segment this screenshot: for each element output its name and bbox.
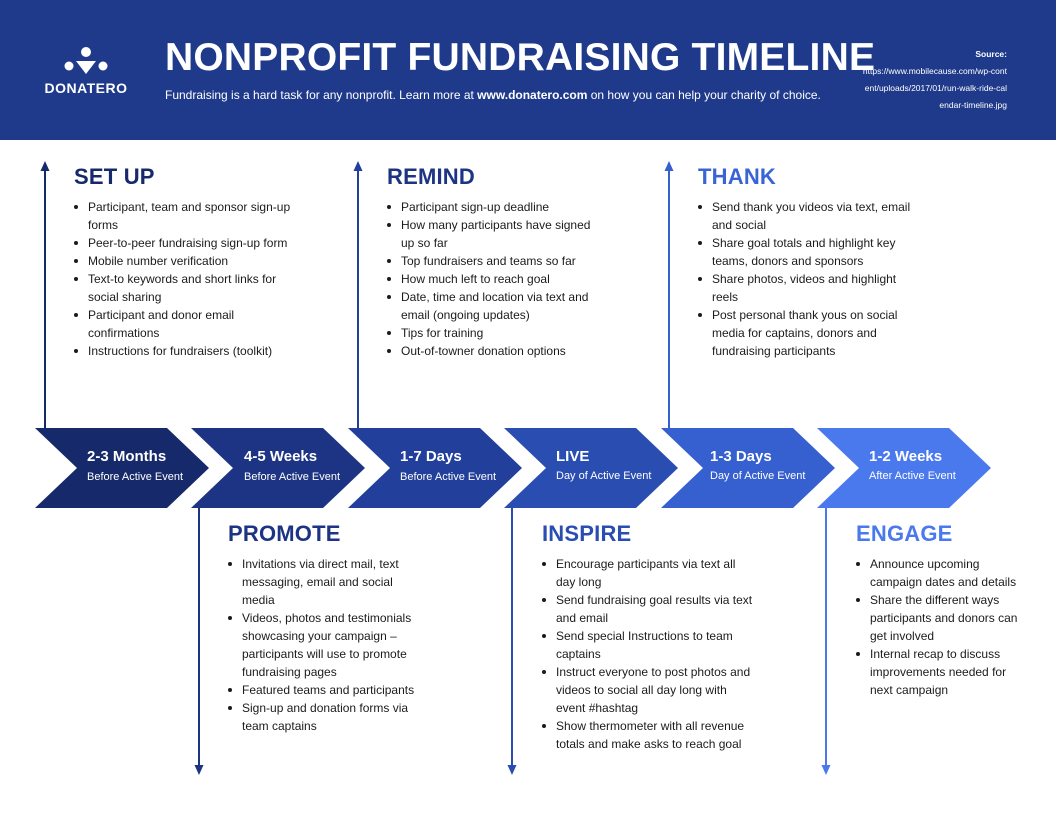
chevron-2-title: 4-5 Weeks	[244, 448, 318, 465]
stage-inspire-list	[542, 555, 754, 753]
chevron-1-subtitle: Before Active Event	[87, 471, 183, 483]
stage-engage-list	[856, 555, 1026, 699]
stage-setup-heading: SET UP	[74, 164, 155, 189]
list-item: Send thank you videos via text, email and social	[698, 198, 913, 234]
stage-promote-list	[228, 555, 428, 735]
list-item: Send special Instructions to team captains	[542, 627, 754, 663]
logo-text: DONATERO	[44, 80, 128, 96]
logo-people-icon	[62, 46, 110, 76]
timeline-chevron-1	[35, 428, 209, 508]
stage-promote-heading: PROMOTE	[228, 521, 341, 546]
remind-up-arrow	[351, 160, 365, 430]
chevron-4-title: LIVE	[556, 448, 590, 465]
list-item: Mobile number verification	[74, 252, 294, 270]
list-item: Instruct everyone to post photos and videos to social all day long with event #hashtag	[542, 663, 754, 717]
list-item: Peer-to-peer fundraising sign-up form	[74, 234, 294, 252]
chevron-6-title: 1-2 Weeks	[869, 448, 943, 465]
logo	[44, 46, 128, 96]
stage-engage	[856, 521, 1026, 699]
stage-thank	[698, 164, 913, 360]
timeline-chevron-3	[348, 428, 522, 508]
list-item: Date, time and location via text and email (ongoing updates)	[387, 288, 602, 324]
setup-up-arrow	[38, 160, 52, 430]
list-item: Out-of-towner donation options	[387, 342, 602, 360]
list-item: Featured teams and participants	[228, 681, 428, 699]
list-item: Share photos, videos and highlight reels	[698, 270, 913, 306]
list-item: Videos, photos and testimonials showcasing your campaign – participants will use to promote fundraising pages	[228, 609, 428, 681]
source-url[interactable]: https://www.mobilecause.com/wp-content/uploads/2017/01/run-walk-ride-calendar-timeline.jpg	[862, 66, 1007, 110]
stage-inspire-heading: INSPIRE	[542, 521, 632, 546]
list-item: Show thermometer with all revenue totals and make asks to reach goal	[542, 717, 754, 753]
header-banner	[0, 0, 1056, 140]
source-label: Source:	[975, 49, 1007, 59]
stage-setup	[74, 164, 294, 360]
subtitle-text-before: Fundraising is a hard task for any nonprofit. Learn more at	[165, 88, 478, 102]
timeline-chevron-6	[817, 428, 991, 508]
page-title: NONPROFIT FUNDRAISING TIMELINE	[165, 36, 876, 79]
list-item: How much left to reach goal	[387, 270, 602, 288]
list-item: Participant, team and sponsor sign-up forms	[74, 198, 294, 234]
list-item: How many participants have signed up so far	[387, 216, 602, 252]
subtitle-text-after: on how you can help your charity of choice.	[587, 88, 821, 102]
stage-thank-heading: THANK	[698, 164, 776, 189]
subtitle-link[interactable]: www.donatero.com	[477, 88, 588, 102]
list-item: Share the different ways participants and donors can get involved	[856, 591, 1026, 645]
chevron-2-subtitle: Before Active Event	[244, 471, 340, 483]
stage-promote	[228, 521, 428, 735]
engage-down-arrow	[819, 506, 833, 776]
list-item: Text-to keywords and short links for social sharing	[74, 270, 294, 306]
list-item: Top fundraisers and teams so far	[387, 252, 602, 270]
timeline-chevron-5	[661, 428, 835, 508]
list-item: Instructions for fundraisers (toolkit)	[74, 342, 294, 360]
stage-setup-list	[74, 198, 294, 360]
list-item: Encourage participants via text all day long	[542, 555, 754, 591]
chevron-1-title: 2-3 Months	[87, 448, 167, 465]
stage-engage-heading: ENGAGE	[856, 521, 953, 546]
list-item: Invitations via direct mail, text messaging, email and social media	[228, 555, 428, 609]
chevron-5-subtitle: Day of Active Event	[710, 470, 806, 482]
source-block	[862, 46, 1007, 114]
thank-up-arrow	[662, 160, 676, 430]
promote-down-arrow	[192, 506, 206, 776]
stage-thank-list	[698, 198, 913, 360]
list-item: Internal recap to discuss improvements needed for next campaign	[856, 645, 1026, 699]
list-item: Sign-up and donation forms via team captains	[228, 699, 428, 735]
page-subtitle	[165, 88, 821, 102]
list-item: Send fundraising goal results via text and email	[542, 591, 754, 627]
stage-inspire	[542, 521, 754, 753]
list-item: Participant sign-up deadline	[387, 198, 602, 216]
timeline-chevron-2	[191, 428, 365, 508]
chevron-3-subtitle: Before Active Event	[400, 471, 496, 483]
inspire-down-arrow	[505, 506, 519, 776]
timeline-chevron-4	[504, 428, 678, 508]
list-item: Announce upcoming campaign dates and details	[856, 555, 1026, 591]
list-item: Post personal thank yous on social media for captains, donors and fundraising participants	[698, 306, 913, 360]
list-item: Participant and donor email confirmations	[74, 306, 294, 342]
list-item: Tips for training	[387, 324, 602, 342]
stage-remind-list	[387, 198, 602, 360]
stage-remind-heading: REMIND	[387, 164, 475, 189]
list-item: Share goal totals and highlight key teams, donors and sponsors	[698, 234, 913, 270]
stage-remind	[387, 164, 602, 360]
chevron-4-subtitle: Day of Active Event	[556, 470, 652, 482]
chevron-5-title: 1-3 Days	[710, 448, 772, 465]
chevron-6-subtitle: After Active Event	[869, 470, 956, 482]
chevron-3-title: 1-7 Days	[400, 448, 462, 465]
